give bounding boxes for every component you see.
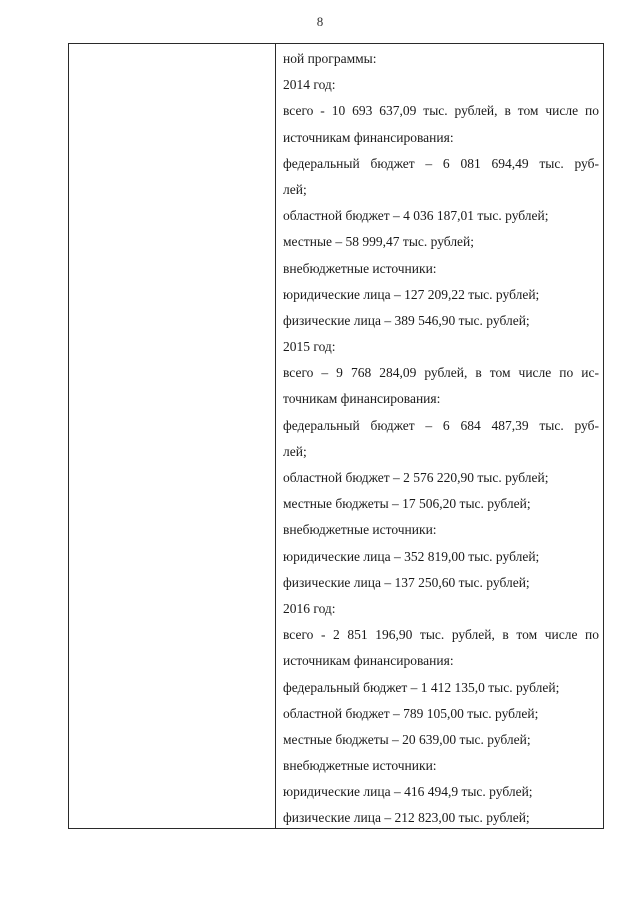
text-line: всего - 10 693 637,09 тыс. рублей, в том числе по	[283, 103, 599, 119]
text-line: местные – 58 999,47 тыс. рублей;	[283, 234, 475, 250]
text-line: областной бюджет – 789 105,00 тыс. рублей;	[283, 705, 539, 721]
text-line: точникам финансирования:	[283, 391, 441, 407]
year-heading: 2014 год:	[283, 77, 336, 93]
text-line: физические лица – 389 546,90 тыс. рублей;	[283, 312, 530, 328]
year-heading: 2015 год:	[283, 339, 336, 355]
text-line: всего - 2 851 196,90 тыс. рублей, в том числе по	[283, 627, 599, 643]
text-line: внебюджетные источники:	[283, 758, 437, 774]
text-line: местные бюджеты – 20 639,00 тыс. рублей;	[283, 731, 531, 747]
text-line: источникам финансирования:	[283, 653, 454, 669]
text-line: всего – 9 768 284,09 рублей, в том числе по ис-	[283, 365, 599, 381]
year-heading: 2016 год:	[283, 600, 336, 616]
text-line: местные бюджеты – 17 506,20 тыс. рублей;	[283, 496, 531, 512]
table-left-cell	[69, 44, 276, 828]
text-line: физические лица – 137 250,60 тыс. рублей;	[283, 574, 530, 590]
text-line: областной бюджет – 4 036 187,01 тыс. рублей;	[283, 208, 549, 224]
funding-table	[68, 43, 604, 829]
text-line: областной бюджет – 2 576 220,90 тыс. рублей;	[283, 470, 549, 485]
text-line: источникам финансирования:	[283, 129, 454, 145]
text-line: юридические лица – 416 494,9 тыс. рублей;	[283, 784, 533, 800]
text-line: юридические лица – 127 209,22 тыс. рублей;	[283, 286, 540, 302]
table-right-cell	[277, 44, 603, 828]
page-number: 8	[316, 14, 324, 29]
text-line: ной программы:	[283, 51, 377, 66]
text-line: внебюджетные источники:	[283, 260, 437, 276]
text-line: лей;	[283, 181, 307, 197]
text-line: федеральный бюджет – 6 684 487,39 тыс. руб-	[283, 417, 599, 433]
text-line: юридические лица – 352 819,00 тыс. рублей;	[283, 548, 540, 564]
text-line: внебюджетные источники:	[283, 522, 437, 538]
text-line: федеральный бюджет – 1 412 135,0 тыс. рублей;	[283, 679, 560, 695]
text-line: федеральный бюджет – 6 081 694,49 тыс. руб-	[283, 155, 599, 171]
text-line: физические лица – 212 823,00 тыс. рублей;	[283, 810, 530, 826]
text-line: лей;	[283, 443, 307, 459]
